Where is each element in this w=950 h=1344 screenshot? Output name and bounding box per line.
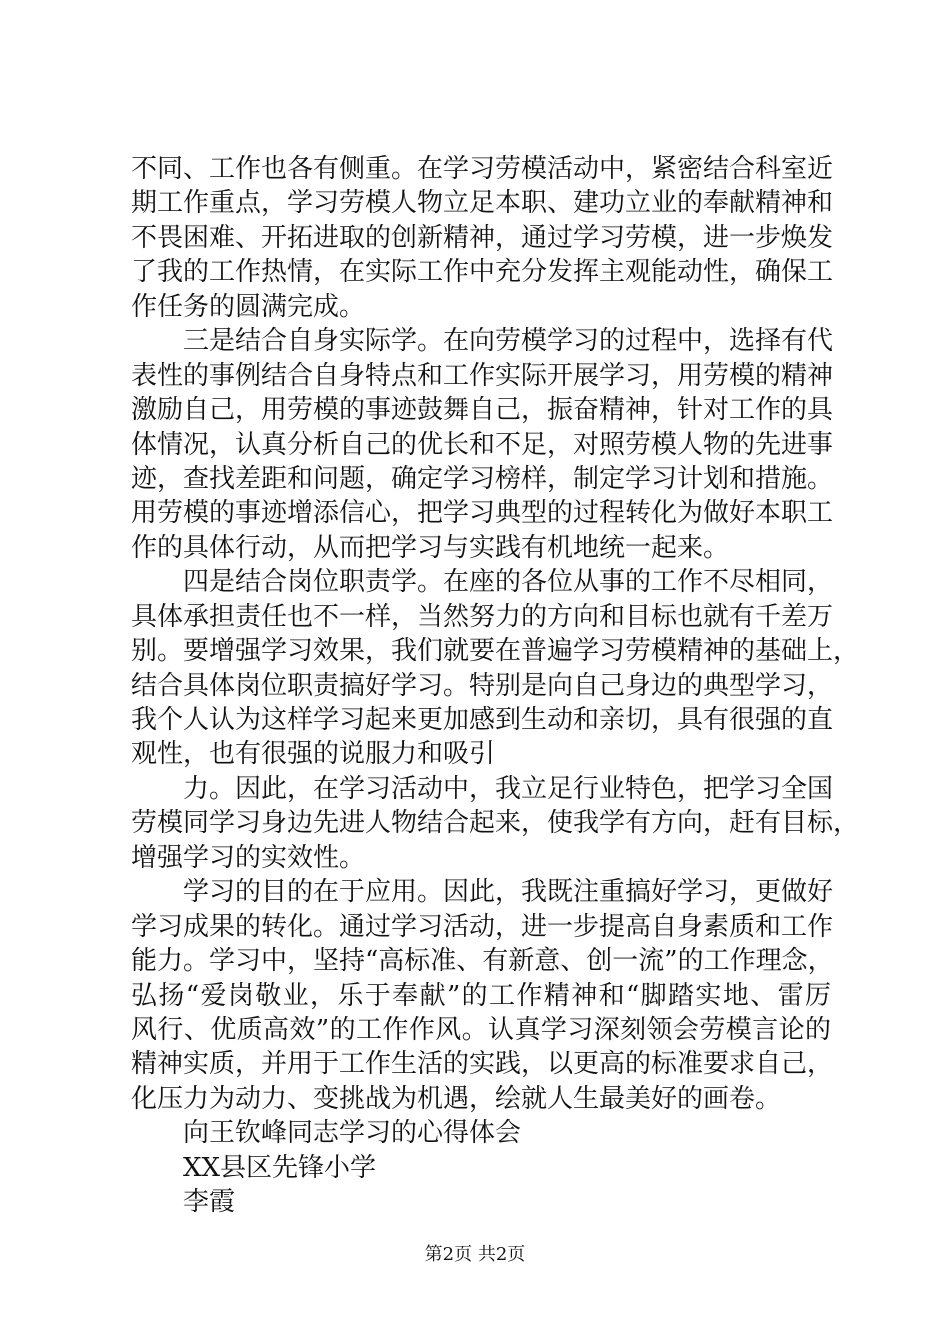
text-line: 风行、优质高效”的工作作风。认真学习深刻领会劳模言论的 (131, 1014, 831, 1045)
text-line: 力。因此，在学习活动中，我立足行业特色，把学习全国 (183, 773, 834, 804)
text-line: 能力。学习中，坚持“高标准、有新意、创一流”的工作理念， (131, 946, 834, 977)
text-line: 四是结合岗位职责学。在座的各位从事的工作不尽相同， (183, 567, 834, 598)
text-line: 学习成果的转化。通过学习活动，进一步提高自身素质和工作 (131, 911, 834, 942)
text-line: 用劳模的事迹增添信心，把学习典型的过程转化为做好本职工 (131, 498, 834, 529)
text-line: 结合具体岗位职责搞好学习。特别是向自己身边的典型学习， (131, 670, 834, 701)
text-line: 精神实质，并用于工作生活的实践，以更高的标准要求自己， (131, 1049, 834, 1080)
text-line: 观性，也有很强的说服力和吸引 (131, 739, 496, 770)
text-line: 期工作重点，学习劳模人物立足本职、建功立业的奉献精神和 (131, 188, 834, 219)
text-line: 增强学习的实效性。 (131, 842, 366, 873)
text-line: 向王钦峰同志学习的心得体会 (183, 1118, 522, 1149)
text-line: 作的具体行动，从而把学习与实践有机地统一起来。 (131, 532, 730, 563)
text-line: 化压力为动力、变挑战为机遇，绘就人生最美好的画卷。 (131, 1083, 782, 1114)
text-line: 激励自己，用劳模的事迹鼓舞自己，振奋精神，针对工作的具 (131, 395, 834, 426)
text-line: 了我的工作热情，在实际工作中充分发挥主观能动性，确保工 (131, 257, 834, 288)
text-line: 李霞 (183, 1187, 236, 1218)
text-line: 体情况，认真分析自己的优长和不足，对照劳模人物的先进事 (131, 429, 834, 460)
text-line: 迹，查找差距和问题，确定学习榜样，制定学习计划和措施。 (131, 463, 834, 494)
text-line: 学习的目的在于应用。因此，我既注重搞好学习，更做好 (183, 877, 834, 908)
text-line: 表性的事例结合自身特点和工作实际开展学习，用劳模的精神 (131, 360, 834, 391)
text-line: 弘扬“爱岗敬业，乐于奉献”的工作精神和“脚踏实地、雷厉 (131, 980, 831, 1011)
text-line: 作任务的圆满完成。 (131, 291, 366, 322)
text-line: 具体承担责任也不一样，当然努力的方向和目标也就有千差万 (131, 601, 834, 632)
page-footer: 第2页 共2页 (424, 1244, 526, 1265)
document-body (131, 152, 860, 1220)
text-line: 三是结合自身实际学。在向劳模学习的过程中，选择有代 (183, 326, 834, 357)
text-line: 不畏困难、开拓进取的创新精神，通过学习劳模，进一步焕发 (131, 222, 834, 253)
text-line: 劳模同学习身边先进人物结合起来，使我学有方向，赶有目标， (131, 808, 860, 839)
text-line: XX县区先锋小学 (183, 1152, 377, 1183)
text-line: 不同、工作也各有侧重。在学习劳模活动中，紧密结合科室近 (131, 154, 834, 184)
text-line: 别。要增强学习效果，我们就要在普遍学习劳模精神的基础上， (131, 636, 860, 667)
text-line: 我个人认为这样学习起来更加感到生动和亲切，具有很强的直 (131, 705, 834, 735)
